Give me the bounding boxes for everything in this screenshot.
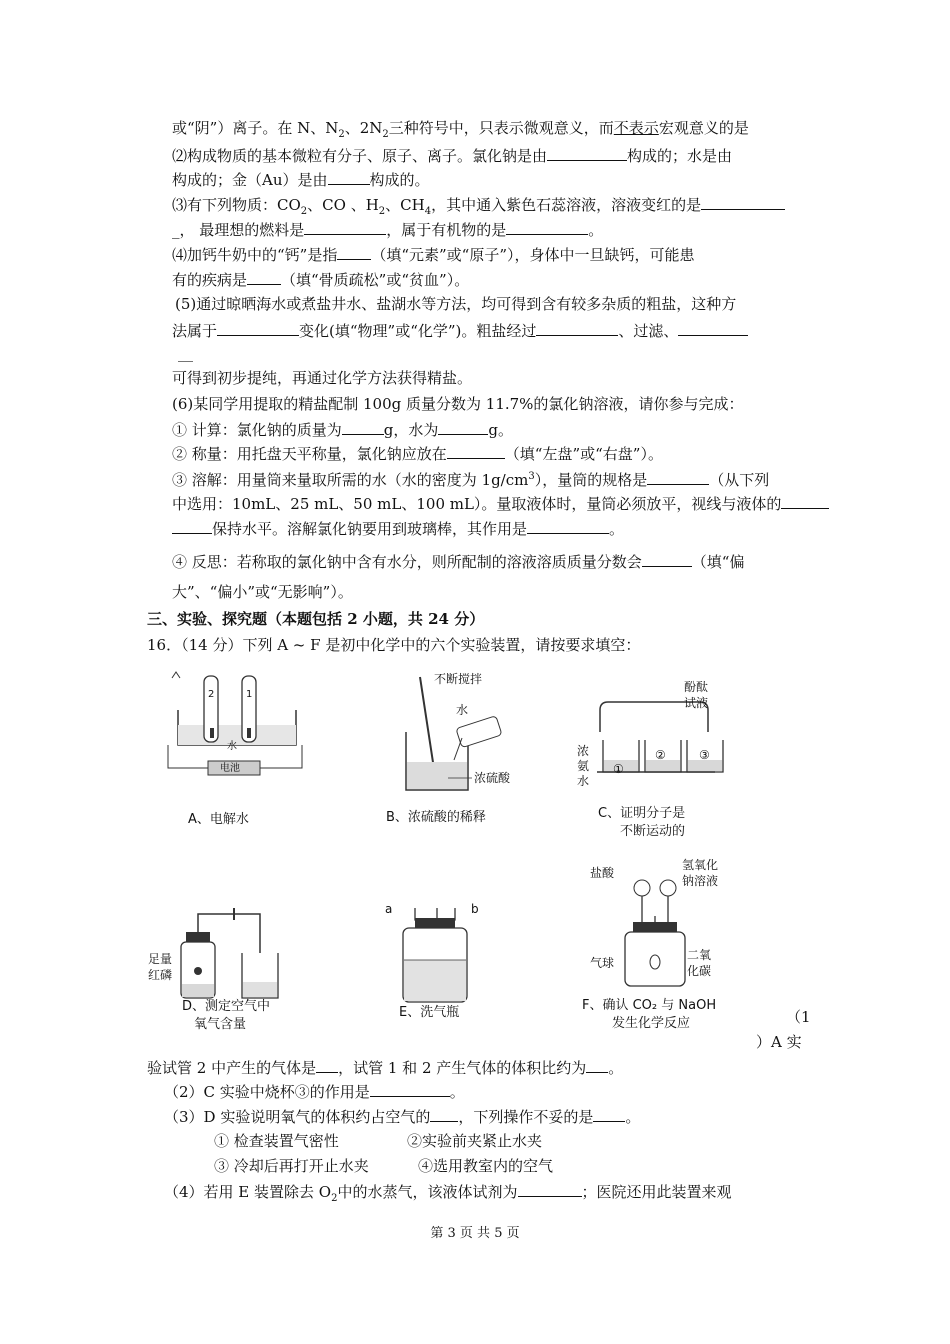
q15-line-1: 或“阴”）离子。在 N、$N_2$、$2N_2$三种符号中，只表示微观意义，而不表示宏观意义的是 [172, 119, 749, 140]
q16-3-option-4: ④选用教室内的空气 [418, 1157, 554, 1175]
co2-label-1: 二氧 [687, 948, 712, 962]
beaker-3-label: ③ [699, 748, 710, 762]
figure-d-caption-1: D、测定空气中 [182, 999, 271, 1014]
q15-line-2: ⑵构成物质的基本微粒有分子、原子、离子。氯化钠是由 构成的；水是由 [172, 147, 733, 165]
page-footer: 第 3 页 共 5 页 [430, 1226, 520, 1241]
figure-e-caption: E、洗气瓶 [399, 1005, 460, 1020]
phenolphthalein-label-2: 试液 [684, 696, 709, 710]
q15-line-16: 中选用：10mL、25 mL、50 mL、100 mL）。量取液体时，量筒必须放平，视线与液体的 [172, 493, 829, 514]
beaker-1-label: ② [655, 748, 666, 762]
q16-3-option-3: ③ 冷却后再打开止水夹 [214, 1157, 369, 1175]
q16-1-line: 验试管 2 中产生的气体是 ，试管 1 和 2 产生气体的体积比约为 。 [147, 1059, 624, 1077]
red-phosphorus-label-1: 足量 [148, 952, 173, 966]
naoh-label-2: 钠溶液 [682, 874, 719, 888]
q15-line-7: 有的疾病是 （填“骨质疏松”或“贫血”）。 [172, 271, 470, 289]
phenolphthalein-label-1: 酚酞 [684, 680, 709, 694]
q15-line-10: __ [178, 344, 193, 362]
q15-line-6: ⑷加钙牛奶中的“钙”是指 （填“元素”或“原子”），身体中一旦缺钙，可能患 [172, 246, 695, 264]
q15-line-4: ⑶有下列物质：$CO_2$、CO 、$H_2$、$CH_4$，其中通入紫色石蕊溶液，溶液变红的是 [172, 194, 785, 222]
q15-line-3: 构成的；金（Au）是由 构成的。 [172, 171, 430, 189]
beaker-2-label: ① [613, 762, 624, 776]
q15-line-5: _， 最理想的燃料是 ，属于有机物的是 。 [172, 221, 604, 239]
figure-d-oxygen [148, 908, 298, 1008]
balloon-label: 气球 [590, 956, 615, 970]
figure-f-caption-1: F、确认 CO₂ 与 NaOH [582, 998, 717, 1013]
q15-line-19: 大”、“偏小”或“无影响”）。 [172, 583, 353, 601]
figure-e-wash-bottle [385, 900, 495, 1005]
ammonia-label-1: 浓 [577, 744, 590, 758]
q15-line-18: ④ 反思：若称取的氯化钠中含有水分，则所配制的溶液溶质质量分数会 （填“偏 [172, 553, 745, 571]
acid-label: 浓硫酸 [474, 771, 511, 785]
ammonia-label-3: 水 [577, 774, 590, 788]
q16-3-option-1: ① 检查装置气密性 [214, 1132, 339, 1150]
hcl-label: 盐酸 [590, 866, 615, 880]
naoh-label-1: 氢氧化 [682, 858, 719, 872]
q15-line-9: 法属于 变化(填“物理”或“化学”)。粗盐经过 、过滤、 [172, 320, 748, 341]
figure-f-caption-2: 发生化学反应 [612, 1016, 691, 1031]
q15-line-14: ② 称量：用托盘天平称量，氯化钠应放在 （填“左盘”或“右盘”）。 [172, 445, 663, 463]
battery-label: 电池 [220, 763, 240, 774]
port-b-label: b [471, 902, 479, 916]
stir-label: 不断搅拌 [434, 672, 483, 686]
q15-line-8: (5)通过晾晒海水或煮盐井水、盐湖水等方法，均可得到含有较多杂质的粗盐，这种方 [175, 295, 737, 313]
q16-intro: 16．（14 分）下列 A ~ F 是初中化学中的六个实验装置，请按要求填空： [147, 636, 641, 654]
q15-line-13: ① 计算：氯化钠的质量为 g，水为 g。 [172, 421, 513, 439]
q15-line-17: 保持水平。溶解氯化钠要用到玻璃棒，其作用是 。 [172, 518, 624, 539]
section-3-heading: 三、实验、探究题（本题包括 2 小题，共 24 分） [147, 610, 485, 628]
port-a-label: a [385, 902, 393, 916]
q16-1-tail-a: （1 [786, 1008, 811, 1026]
q15-line-12: (6)某同学用提取的精盐配制 100g 质量分数为 11.7%的氯化钠溶液，请你参与完成： [172, 395, 744, 413]
q16-4-line: （4）若用 E 装置除去 $O_2$中的水蒸气，该液体试剂为 ；医院还用此装置来观 [164, 1183, 732, 1204]
figure-c-caption-2: 不断运动的 [620, 824, 686, 839]
figure-f-co2-naoh [585, 858, 735, 988]
q15-line-15: ③ 溶解：用量筒来量取所需的水（水的密度为 $1g/cm^3$），量筒的规格是 （从下列 [172, 471, 770, 489]
water-label: 水 [456, 703, 469, 717]
figure-c-caption-1: C、证明分子是 [598, 806, 686, 821]
ammonia-label-2: 氨 [577, 759, 590, 773]
figure-c-diffusion [575, 672, 735, 802]
co2-label-2: 化碳 [687, 964, 712, 978]
tube-2-label: 2 [208, 689, 215, 700]
q16-1-tail-b: ）A 实 [756, 1033, 802, 1051]
figure-d-caption-2: 氧气含量 [194, 1017, 247, 1032]
q16-2-line: （2）C 实验中烧杯③的作用是 。 [164, 1083, 465, 1101]
q16-3-line: （3）D 实验说明氧气的体积约占空气的 ，下列操作不妥的是 。 [164, 1108, 641, 1126]
red-phosphorus-label-2: 红磷 [148, 968, 173, 982]
figure-a-electrolysis [170, 670, 310, 774]
water-label: 水 [227, 741, 237, 752]
q15-line-11: 可得到初步提纯，再通过化学方法获得精盐。 [172, 369, 473, 387]
q16-3-option-2: ②实验前夹紧止水夹 [407, 1132, 543, 1150]
figure-b-dilution [398, 672, 528, 792]
figure-a-caption: A、电解水 [188, 812, 249, 827]
figure-b-caption: B、浓硫酸的稀释 [386, 810, 486, 825]
tube-1-label: 1 [246, 689, 253, 700]
